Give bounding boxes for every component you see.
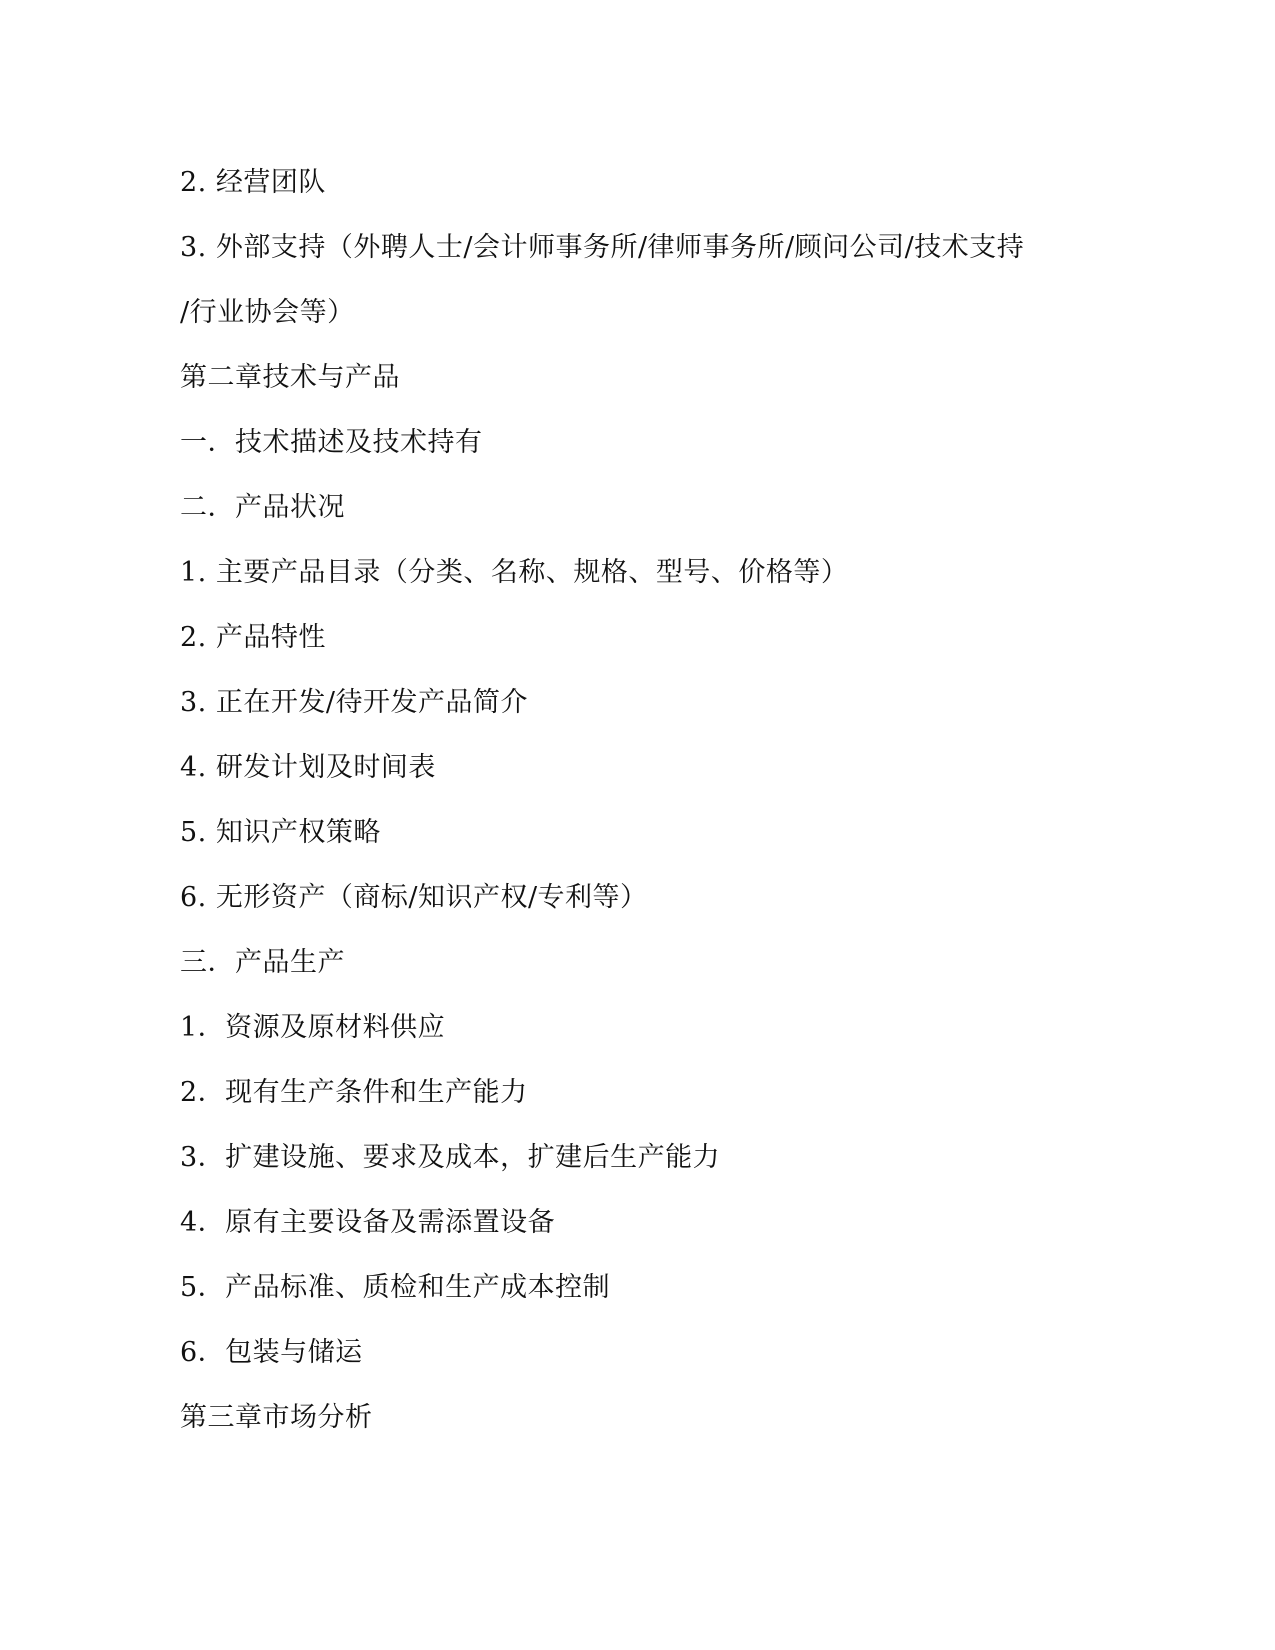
list-item-external-support-continued: /行业协会等） [180, 297, 355, 328]
list-item-packaging-storage: 6．包装与储运 [180, 1337, 363, 1368]
list-item-intangible-assets: 6. 无形资产（商标/知识产权/专利等） [180, 882, 648, 913]
list-item-operating-team: 2. 经营团队 [180, 167, 326, 198]
list-item-production-capacity: 2．现有生产条件和生产能力 [180, 1077, 528, 1108]
section-heading-product-status: 二．产品状况 [180, 492, 345, 523]
chapter-heading-technology-products: 第二章技术与产品 [180, 362, 400, 393]
chapter-heading-market-analysis: 第三章市场分析 [180, 1402, 373, 1433]
list-item-rd-plan: 4. 研发计划及时间表 [180, 752, 436, 783]
section-heading-product-production: 三．产品生产 [180, 947, 345, 978]
list-item-quality-cost-control: 5．产品标准、质检和生产成本控制 [180, 1272, 611, 1303]
list-item-equipment: 4．原有主要设备及需添置设备 [180, 1207, 556, 1238]
list-item-product-catalog: 1. 主要产品目录（分类、名称、规格、型号、价格等） [180, 557, 849, 588]
list-item-raw-material-supply: 1．资源及原材料供应 [180, 1012, 446, 1043]
list-item-ip-strategy: 5. 知识产权策略 [180, 817, 381, 848]
list-item-expansion-facilities: 3．扩建设施、要求及成本，扩建后生产能力 [180, 1142, 721, 1173]
document-body [180, 161, 1080, 1461]
list-item-product-features: 2. 产品特性 [180, 622, 326, 653]
section-heading-technology-description: 一．技术描述及技术持有 [180, 427, 483, 458]
list-item-external-support: 3. 外部支持（外聘人士/会计师事务所/律师事务所/顾问公司/技术支持 [180, 232, 1025, 263]
list-item-products-in-development: 3. 正在开发/待开发产品简介 [180, 687, 528, 718]
